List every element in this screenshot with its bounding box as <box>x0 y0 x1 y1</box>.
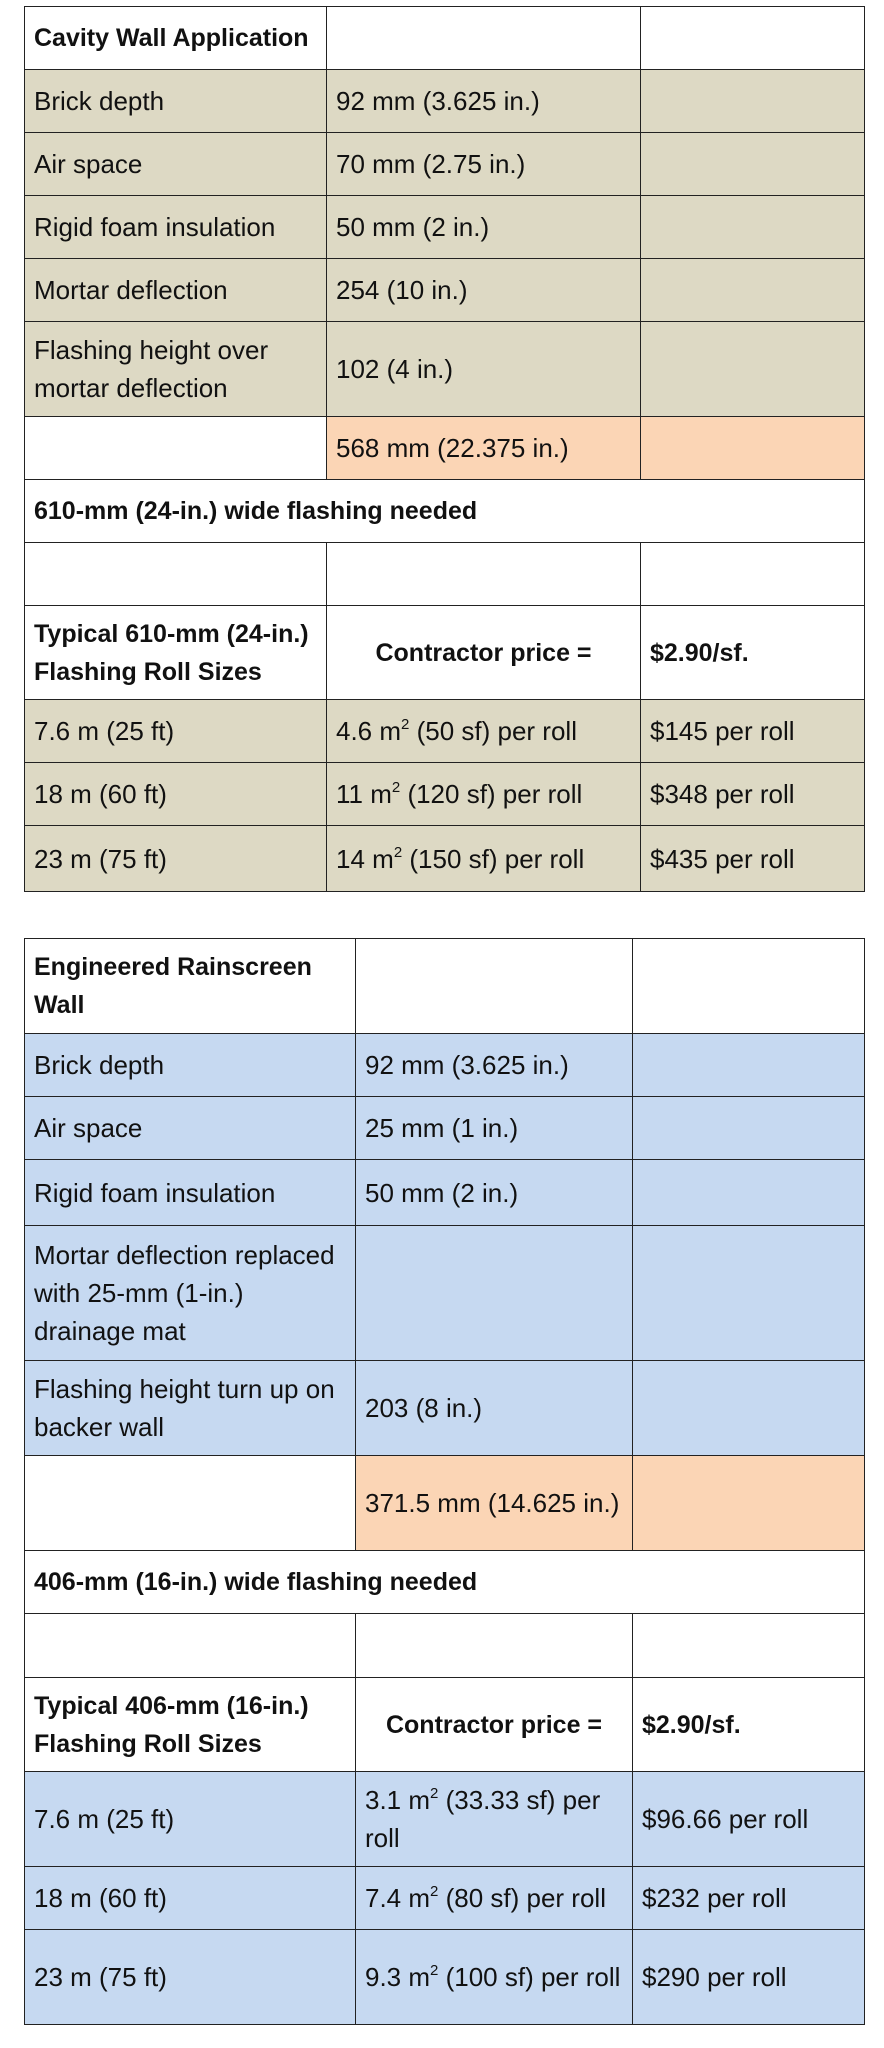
total-row <box>25 1456 865 1551</box>
flashing-needed-note: 610-mm (24-in.) wide flashing needed <box>25 480 865 543</box>
table-row <box>25 259 865 322</box>
contractor-price-label: Contractor price = <box>356 1678 633 1772</box>
row-value: 254 (10 in.) <box>327 259 641 322</box>
table-row <box>25 1772 865 1867</box>
table-title: Engineered Rainscreen Wall <box>25 939 356 1034</box>
table-row <box>25 322 865 417</box>
row-value: 102 (4 in.) <box>327 322 641 417</box>
contractor-price-value: $2.90/sf. <box>641 606 865 700</box>
roll-cost: $348 per roll <box>641 763 865 826</box>
roll-cost: $290 per roll <box>633 1930 865 2025</box>
row-label: Brick depth <box>25 1034 356 1097</box>
roll-length: 7.6 m (25 ft) <box>25 700 327 763</box>
rainscreen-wall-table <box>24 938 865 2025</box>
row-label: Air space <box>25 133 327 196</box>
roll-cost: $232 per roll <box>633 1867 865 1930</box>
total-value: 371.5 mm (14.625 in.) <box>356 1456 633 1551</box>
contractor-price-label: Contractor price = <box>327 606 641 700</box>
row-value: 70 mm (2.75 in.) <box>327 133 641 196</box>
table-row <box>25 939 865 1034</box>
roll-area: 9.3 $m^2$ (100 sf) per roll <box>356 1930 633 2025</box>
roll-area: 4.6 $m^2$ (50 sf) per roll <box>327 700 641 763</box>
row-label: Air space <box>25 1097 356 1160</box>
row-label: Flashing height turn up on backer wall <box>25 1361 356 1456</box>
table-row <box>25 1551 865 1614</box>
roll-cost: $435 per roll <box>641 826 865 892</box>
roll-cost: $145 per roll <box>641 700 865 763</box>
table-row <box>25 133 865 196</box>
row-label: Mortar deflection replaced with 25-mm (1-in.) drainage mat <box>25 1226 356 1361</box>
row-value: 50 mm (2 in.) <box>327 196 641 259</box>
table-row <box>25 700 865 763</box>
flashing-needed-note: 406-mm (16-in.) wide flashing needed <box>25 1551 865 1614</box>
roll-length: 18 m (60 ft) <box>25 1867 356 1930</box>
row-label: Flashing height over mortar deflection <box>25 322 327 417</box>
table-row <box>25 480 865 543</box>
row-label: Brick depth <box>25 70 327 133</box>
row-value: 50 mm (2 in.) <box>356 1160 633 1226</box>
roll-area: 14 $m^2$ (150 sf) per roll <box>327 826 641 892</box>
row-label: Rigid foam insulation <box>25 196 327 259</box>
table-row <box>25 1614 865 1678</box>
row-value: 92 mm (3.625 in.) <box>327 70 641 133</box>
row-label: Rigid foam insulation <box>25 1160 356 1226</box>
table-row <box>25 1361 865 1456</box>
table-row <box>25 606 865 700</box>
roll-length: 23 m (75 ft) <box>25 1930 356 2025</box>
row-value: 92 mm (3.625 in.) <box>356 1034 633 1097</box>
table-row <box>25 1226 865 1361</box>
row-value: 25 mm (1 in.) <box>356 1097 633 1160</box>
table-row <box>25 543 865 606</box>
roll-sizes-header: Typical 406-mm (16-in.) Flashing Roll Sizes <box>25 1678 356 1772</box>
roll-area: 11 $m^2$ (120 sf) per roll <box>327 763 641 826</box>
cavity-wall-table <box>24 6 865 892</box>
table-row <box>25 1867 865 1930</box>
table-row <box>25 1034 865 1097</box>
table-row <box>25 1097 865 1160</box>
roll-sizes-header: Typical 610-mm (24-in.) Flashing Roll Sizes <box>25 606 327 700</box>
table-row <box>25 1160 865 1226</box>
roll-length: 7.6 m (25 ft) <box>25 1772 356 1867</box>
table-row <box>25 763 865 826</box>
roll-length: 18 m (60 ft) <box>25 763 327 826</box>
table-row <box>25 826 865 892</box>
contractor-price-value: $2.90/sf. <box>633 1678 865 1772</box>
row-value: 203 (8 in.) <box>356 1361 633 1456</box>
total-value: 568 mm (22.375 in.) <box>327 417 641 480</box>
total-row <box>25 417 865 480</box>
roll-length: 23 m (75 ft) <box>25 826 327 892</box>
roll-area: 3.1 $m^2$ (33.33 sf) per roll <box>356 1772 633 1867</box>
row-label: Mortar deflection <box>25 259 327 322</box>
roll-area: 7.4 $m^2$ (80 sf) per roll <box>356 1867 633 1930</box>
table-title: Cavity Wall Application <box>25 7 327 70</box>
table-row <box>25 1930 865 2025</box>
row-value <box>356 1226 633 1361</box>
table-row <box>25 1678 865 1772</box>
table-row <box>25 70 865 133</box>
table-row <box>25 196 865 259</box>
table-row <box>25 7 865 70</box>
roll-cost: $96.66 per roll <box>633 1772 865 1867</box>
